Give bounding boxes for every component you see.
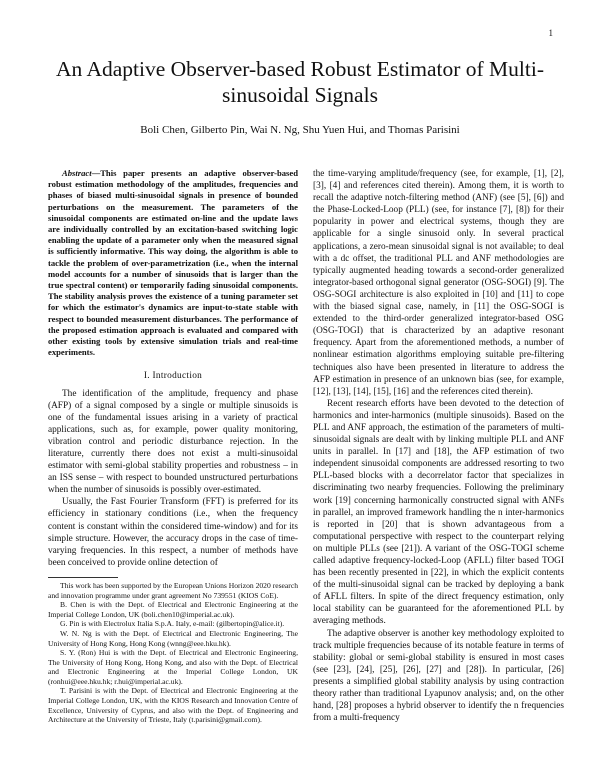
left-column: [48, 168, 298, 725]
abstract-text: —This paper presents an adaptive observer-based robust estimation methodology of the amplitudes, frequencies and phases of biased multi-sinusoidal signals in presence of bounded perturbations on the measurement. The parameters of the sinusoidal components are estimated on-line and the update laws are individually controlled by an excitation-based switching logic enabling the update of a parameter only when the measured signal is sufficiently informative. This way doing, the algorithm is able to tackle the problem of over-parametrization (i.e., when the internal model accounts for a number of sinusoids that is larger than the true spectral content) or temporarily fading sinusoidal components. The stability analysis proves the existence of a tuning parameter set for which the estimator's dynamics are input-to-state stable with respect to bounded measurement disturbances. The performance of the proposed estimation approach is evaluated and compared with other existing tools by extensive simulation trials and real-time experiments.: [48, 168, 298, 358]
body-paragraph: The adaptive observer is another key methodology exploited to track multiple frequencies because of its notable feature in terms of stability: global or semi-global stability is ensured in most cases (see [23], [24], [25], [26], [27] and [28]). In particular, [26] presents a simplified global stability analysis by using contraction theory rather than traditional Lyapunov analysis; and, on the other hand, [28] proposes a hybrid observer to identify the n frequencies from a multi-frequency: [313, 628, 564, 724]
author-list: Boli Chen, Gilberto Pin, Wai N. Ng, Shu Yuen Hui, and Thomas Parisini: [140, 124, 460, 136]
page-number: 1: [548, 28, 553, 38]
footnote: W. N. Ng is with the Dept. of Electrical and Electronic Engineering, The University of Hong Kong, Hong Kong (wnng@eee.hku.hk).: [48, 628, 298, 648]
footnote-divider: [48, 577, 118, 578]
footnote: B. Chen is with the Dept. of Electrical and Electronic Engineering at the Imperial College London, UK (boli.chen10@imperial.ac.uk).: [48, 600, 298, 619]
body-paragraph: Recent research efforts have been devoted to the detection of harmonics and inter-harmonics (multiple sinusoids). Based on the PLL and ANF approach, the estimation of the parameters of multi-sinusoidal signals are dealt with by linking multiple PLL and ANF units in parallel. In [17] and [18], the AFP estimation of two independent sinusoidal components are addressed resorting to two PLL-based blocks with a decorrelator factor that specializes in discriminating two nearby frequencies. Following the preliminary work [19] concerning harmonically constructed signal with ANFs in parallel, an improved framework handling the n inter-harmonics is reported in [20] that is shown advantageous from a computational perspective with respect to the counterpart relying on multiple PLLs (see [21]). A variant of the OSG-TOGI scheme called adaptive frequency-locked-Loop (AFLL) filter based TOGI has been recently presented in [22], in which the explicit contents of the multi-sinusoidal signal can be tracked by deploying a bank of AFLL filters. In spite of the direct frequency estimation, only local stability can be guaranteed for the aforementioned PLL by averaging methods.: [313, 398, 564, 627]
footnote: This work has been supported by the European Unions Horizon 2020 research and innovation programme under grant agreement No 739551 (KIOS CoE).: [48, 580, 298, 600]
footnote: S. Y. (Ron) Hui is with the Dept. of Electrical and Electronic Engineering, The University of Hong Kong, Hong Kong, and also with the Dept. of Electrical and Electronic Engineering at the Imperial College London, UK (ronhui@eee.hku.hk; r.hui@imperial.ac.uk).: [48, 648, 298, 686]
intro-paragraph: The identification of the amplitude, frequency and phase (AFP) of a signal composed by a single or multiple sinusoids is one of the fundamental issues arising in a variety of practical applications, such as, for example, power quality monitoring, vibration control and periodic disturbance rejection. In the literature, currently there does not exist a multi-sinusoidal estimator with semi-global stability properties and robustness – in an ISS sense – with respect to bounded unstructured perturbations when the number of sinusoids is possibly over-estimated.: [48, 388, 298, 496]
footnote: T. Parisini is with the Dept. of Electrical and Electronic Engineering at the Imperial College London, UK, with the KIOS Research and Innovation Centre of Excellence, University of Cyprus, and also with the Dept. of Engineering and Architecture at the University of Trieste, Italy (t.parisini@gmail.com).: [48, 686, 298, 725]
section-heading-introduction: I. Introduction: [143, 371, 203, 382]
abstract-lead: Abstract: [62, 168, 92, 178]
abstract: [48, 168, 298, 358]
paper-title: An Adaptive Observer-based Robust Estimator of Multi-sinusoidal Signals: [55, 57, 544, 107]
right-column: [313, 168, 564, 724]
footnote: G. Pin is with Electrolux Italia S.p.A. Italy, e-mail: (gilbertopin@alice.it).: [60, 619, 285, 629]
body-paragraph: the time-varying amplitude/frequency (see, for example, [1], [2], [3], [4] and references cited therein). Among them, it is worth to recall the adaptive notch-filtering method (ANF) (see [5], [6]) and the Phase-Locked-Loop (PLL) (see, for instance [7], [8]) for their popularity in power and electrical systems, though they are applicable for a single sinusoid only. In several practical applications, a zero-mean sinusoidal signal is not available; to deal with a dc offset, the traditional PLL and ANF methodologies are typically augmented heading towards a second-order generalized integrator-based orthogonal signal generator (OSG-SOGI) [9]. The OSG-SOGI architecture is also exploited in [10] and [11] to cope with the biased signal case, namely, in [11] the OSG-SOGI is extended to the third-order generalized integrator-based OSG (OSG-TOGI) that is characterized by an adaptive resonant frequency. Apart from the aforementioned methods, a number of nonlinear estimation algorithms employing suitable pre-filtering techniques also have been presented in literature to address the AFP estimation in presence of an unknown bias (see, for example, [12], [13], [14], [15], [16] and the references cited therein).: [313, 169, 564, 397]
intro-paragraph: Usually, the Fast Fourier Transform (FFT) is preferred for its efficiency in stationary conditions (i.e., when the frequency content is constant within the considered time-window) and for its simple structure. However, the accuracy drops in the case of time-varying frequencies. In this respect, a number of methods have been conceived to provide online detection of: [48, 497, 298, 568]
